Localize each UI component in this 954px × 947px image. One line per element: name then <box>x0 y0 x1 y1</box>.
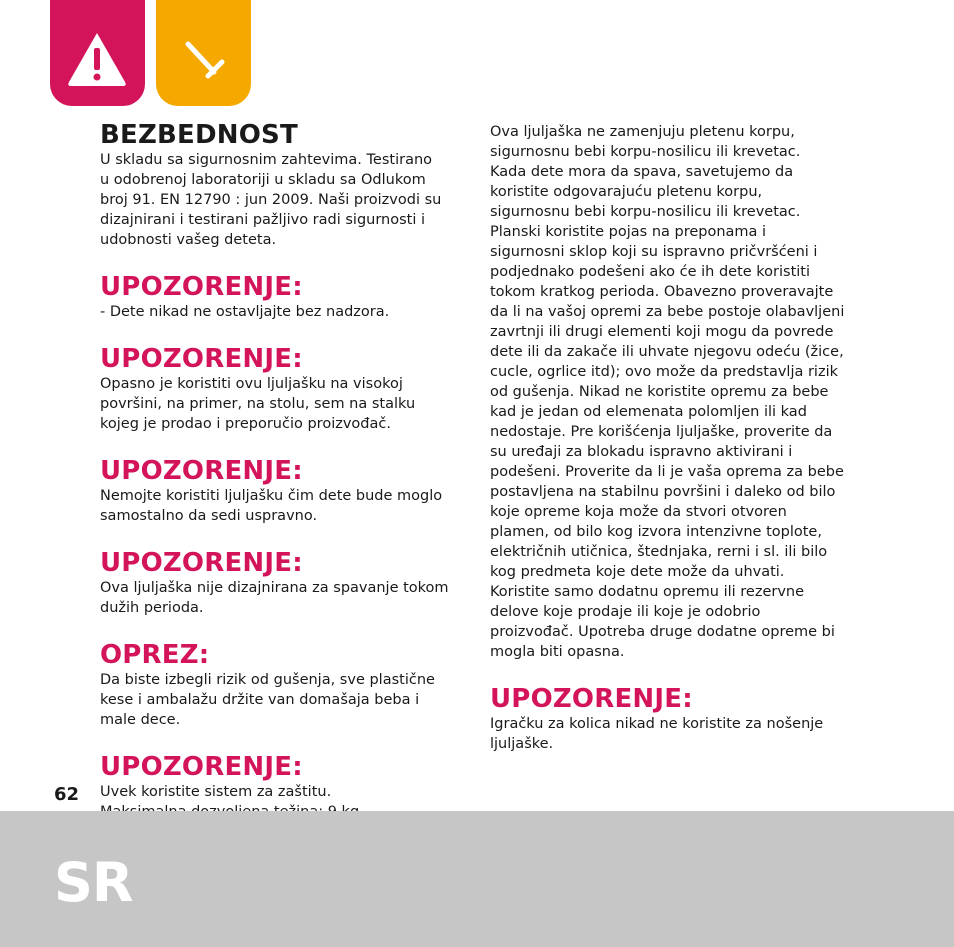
section-warning-2 <box>100 344 462 434</box>
section-title: UPOZORENJE: <box>100 344 303 374</box>
section-warning-1 <box>100 272 462 322</box>
footer-band <box>0 811 954 947</box>
section-title: UPOZORENJE: <box>100 752 303 782</box>
section-title: UPOZORENJE: <box>100 456 303 486</box>
section-warning-3 <box>100 456 462 526</box>
right-column <box>490 122 852 754</box>
section-title: BEZBEDNOST <box>100 120 298 150</box>
section-text: Uvek koristite sistem za zaštitu. <box>100 784 332 800</box>
section-text: Igračku za kolica nikad ne koristite za nošenje ljuljaške. <box>490 716 824 752</box>
section-text: Da biste izbegli rizik od gušenja, sve plastične kese i ambalažu držite van domašaja beba i male dece. <box>100 672 435 728</box>
page-number: 62 <box>54 784 80 805</box>
section-title: UPOZORENJE: <box>100 548 303 578</box>
section-text: U skladu sa sigurnosnim zahtevima. Testirano u odobrenoj laboratoriji u skladu sa Odlukom broj 91. EN 12790 : jun 2009. Naši proizvodi su dizajnirani i testirani pažljivo radi sigurnosti i udobnosti vašeg deteta. <box>100 152 442 248</box>
section-warning-4 <box>100 548 462 618</box>
section-text: Ova ljuljaška nije dizajnirana za spavanje tokom dužih perioda. <box>100 580 449 616</box>
section-safety <box>100 120 462 250</box>
section-text: Nemojte koristiti ljuljašku čim dete bude moglo samostalno da sedi uspravno. <box>100 488 443 524</box>
section-title: UPOZORENJE: <box>100 272 303 302</box>
section-text: Opasno je koristiti ovu ljuljašku na visokoj površini, na primer, na stolu, sem na stalku kojeg je prodao i preporučio proizvođač. <box>100 376 416 432</box>
right-column-text: Ova ljuljaška ne zamenjuju pletenu korpu, sigurnosnu bebi korpu-nosilicu ili krevetac. Kada dete mora da spava, savetujemo da koristite odgovarajuću pletenu korpu, sigurnosnu bebi korpu-nosilicu ili krevetac. Planski koristite pojas na preponama i sigurnosni sklop koji su ispravno pričvršćeni i podjednako podešeni ako će ih dete koristiti tokom kratkog perioda. Obavezno proveravajte da li na vašoj opremi za bebe postoje olabavljeni zavrtnji ili drugi elementi koji mogu da povrede dete ili da zakače ili uhvate njegovu odeću (žice, cucle, ogrlice itd); ovo može da predstavlja rizik od gušenja. Nikad ne koristite opremu za bebe kad je jedan od elemenata polomljen ili kad nedostaje. Pre korišćenja ljuljaške, proverite da su uređaji za blokadu ispravno aktivirani i podešeni. Proverite da li je vaša oprema za bebe postavljena na stabilnu površini i daleko od bilo koje opreme koja može da stvori otvoren plamen, od bilo kog izvora intenzivne toplote, električnih utičnica, štednjaka, rerni i sl. ili bilo kog predmeta koje dete može da uhvati. Koristite samo dodatnu opremu ili rezervne delove koje prodaje ili koje je odobrio proizvođač. Upotreba druge dodatne opreme bi mogla biti opasna. <box>490 124 845 660</box>
warning-tab <box>50 0 145 106</box>
language-code: SR <box>54 851 133 914</box>
section-text: - Dete nikad ne ostavljajte bez nadzora. <box>100 304 390 320</box>
section-warning-6 <box>490 684 852 754</box>
warning-triangle-icon <box>50 0 145 106</box>
left-column <box>100 120 462 822</box>
section-title: OPREZ: <box>100 640 210 670</box>
tool-icon <box>156 0 251 106</box>
tool-tab <box>156 0 251 106</box>
section-caution <box>100 640 462 730</box>
section-title: UPOZORENJE: <box>490 684 693 714</box>
